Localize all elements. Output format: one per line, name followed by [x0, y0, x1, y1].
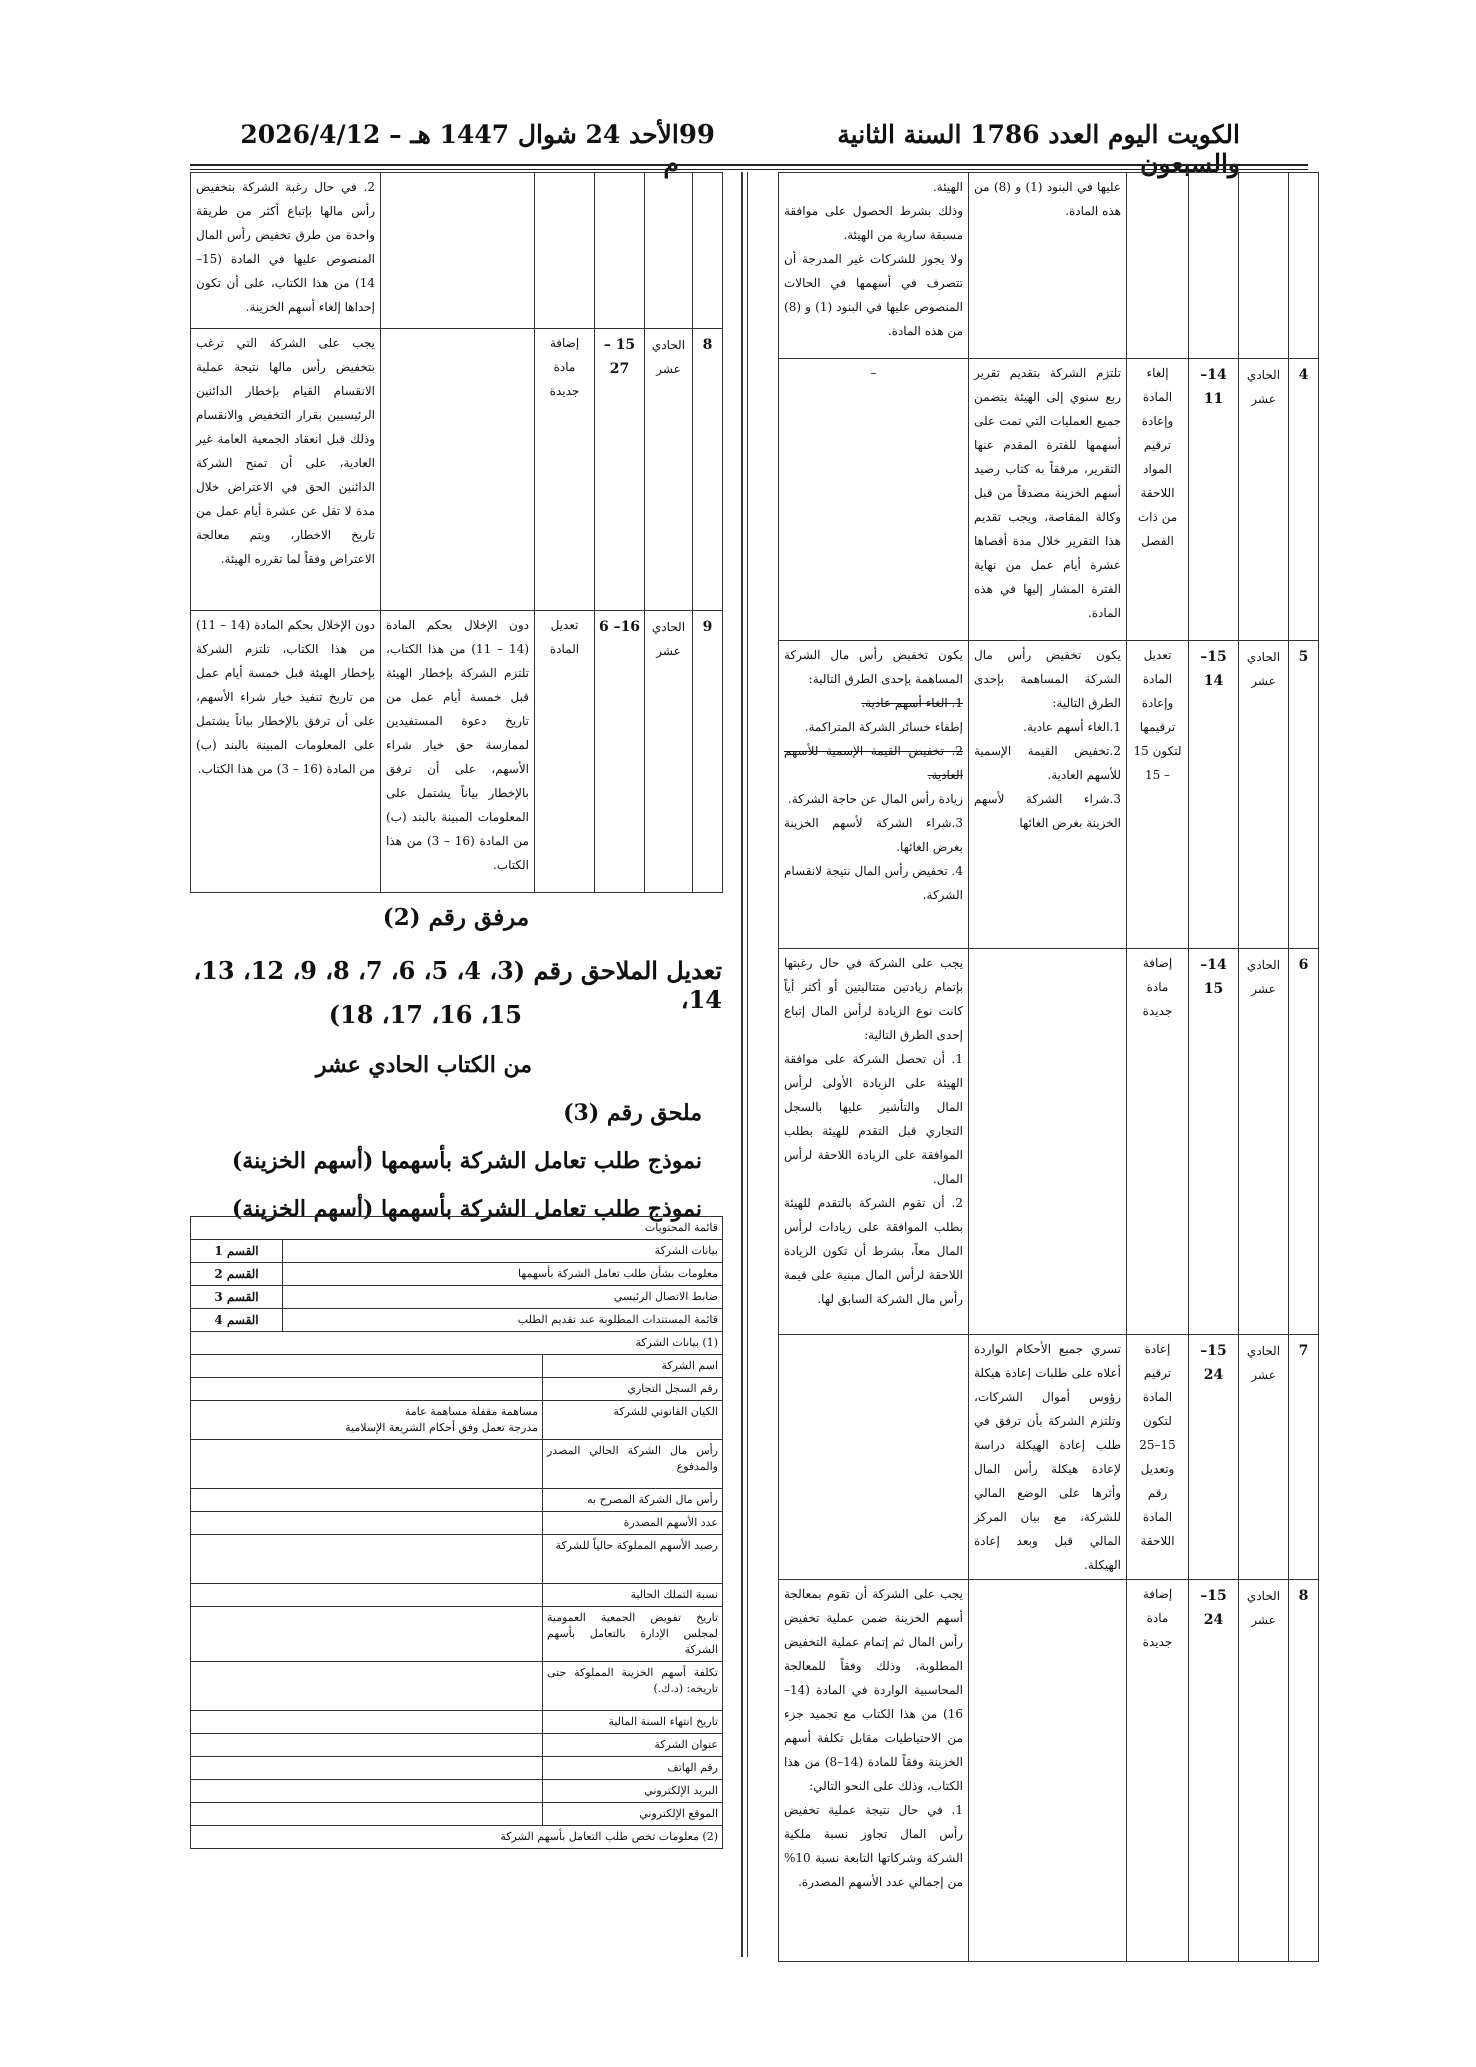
old-item: زيادة رأس المال عن حاجة الشركة.: [787, 792, 963, 806]
field-label: رأس مال الشركة الحالي المصدر والمدفوع: [543, 1440, 723, 1489]
field-value[interactable]: [191, 1803, 543, 1826]
book-cell: الحادي عشر: [645, 611, 693, 893]
article-cell: 15 –27: [595, 329, 645, 611]
article-cell: 14– 11: [1189, 359, 1239, 641]
amendment-heading: تعديل الملاحق رقم (3، 4، 5، 6، 7، 8، 9، 12، 13، 14،: [193, 956, 722, 1014]
old-text-cell: دون الإخلال بحكم المادة (14 – 11) من هذا الكتاب، تلتزم الشركة بإخطار الهيئة قبل خمسة أيام عمل من تاريخ تنفيذ خيار شراء الأسهم، على أن ترفق بالإخطار بياناً يشتمل على المعلومات المبينة بالبند (ب) من المادة (16 – 3) من هذا الكتاب.: [191, 611, 381, 893]
action-cell: إلغاء المادة وإعادة ترقيم المواد اللاحقة من ذات الفصل: [1127, 359, 1189, 641]
book-cell: الحادي عشر: [645, 329, 693, 611]
old-item-struck: 2. تخفيض القيمة الإسمية للأسهم العادية.: [784, 744, 963, 782]
table-row: [191, 1263, 723, 1286]
field-value[interactable]: [191, 1584, 543, 1607]
section-label: القسم 4: [191, 1309, 283, 1332]
old-item-struck: 1. الغاء أسهم عادية.: [861, 696, 963, 710]
table-row: [191, 1332, 723, 1355]
form-field-row: [191, 1378, 723, 1401]
field-label: الموقع الإلكتروني: [543, 1803, 723, 1826]
table-row: [191, 1309, 723, 1332]
new-text-cell: [969, 1580, 1127, 1962]
old-text-cell: يجب على الشركة في حال رغبتها بإتمام زيادتين متتاليتين أو أكثر أياً كانت نوع الزيادة لرأس المال إتباع إحدى الطرق التالية: 1. أن تحصل الشركة على موافقة الهيئة على الزيادة الأولى لرأس المال والتأشير عليها بالسجل التجاري قبل التقدم للهيئة بطلب الموافقة على الزيادة اللاحقة لرأس المال. 2. أن تقوم الشركة بالتقدم للهيئة بطلب الموافقة على زيادات لرأس المال معاً، بشرط أن تكون الزيادة اللاحقة لرأس المال مبنية على قيمة رأس مال الشركة السابق لها.: [779, 949, 969, 1335]
column-divider-thin: [747, 172, 748, 1957]
table-row: [191, 173, 723, 329]
article-cell: [1189, 173, 1239, 359]
form-field-row: [191, 1711, 723, 1734]
old-text-cell: [779, 641, 969, 949]
table-row: [191, 1240, 723, 1263]
form-field-row: [191, 1803, 723, 1826]
book-cell: الحادي عشر: [1239, 1335, 1289, 1580]
field-label: رقم الهاتف: [543, 1757, 723, 1780]
row-number: 6: [1289, 949, 1319, 1335]
form-field-row: [191, 1512, 723, 1535]
contents-title: قائمة المحتويات: [191, 1217, 723, 1240]
old-item: 4. تخفيض رأس المال نتيجة لانقسام الشركة.: [784, 864, 963, 902]
section-text: معلومات بشأن طلب تعامل الشركة بأسهمها: [283, 1263, 723, 1286]
old-text-cell: [779, 1335, 969, 1580]
old-text-cell: يجب على الشركة أن تقوم بمعالجة أسهم الخزينة ضمن عملية تخفيض رأس المال ثم إتمام عملية التخفيض المطلوبة، وذلك وفقاً للمعالجة المحاسبية الواردة في المادة (14–16) من هذا الكتاب مع تجميد جزء من الاحتياطيات مقابل تكلفة أسهم الخزينة وفقاً للمادة (14–8) من هذا الكتاب، وذلك على النحو التالي: 1. في حال نتيجة عملية تخفيض رأس المال تجاوز نسبة ملكية الشركة وشركاتها التابعة نسبة 10% من إجمالي عدد الأسهم المصدرة.: [779, 1580, 969, 1962]
table-row: [779, 359, 1319, 641]
old-item: إطفاء خسائر الشركة المتراكمة.: [804, 720, 963, 734]
row-number: [693, 173, 723, 329]
field-value[interactable]: [191, 1734, 543, 1757]
field-value[interactable]: [191, 1535, 543, 1584]
page-number: 99: [678, 120, 716, 150]
amendments-table-left: [190, 172, 723, 893]
old-item: 3.شراء الشركة لأسهم الخزينة بغرض الغائها.: [784, 816, 963, 854]
old-text-intro: يكون تخفيض رأس مال الشركة المساهمة بإحدى الطرق التالية:: [784, 648, 963, 686]
form-title-repeat: نموذج طلب تعامل الشركة بأسهمها (أسهم الخزينة): [231, 1196, 702, 1222]
field-value[interactable]: [191, 1711, 543, 1734]
row-number: 9: [693, 611, 723, 893]
form-field-row: [191, 1489, 723, 1512]
book-cell: الحادي عشر: [1239, 1580, 1289, 1962]
form-field-row: [191, 1584, 723, 1607]
old-text-cell: يجب على الشركة التي ترغب بتخفيض رأس مالها نتيجة عملية الانقسام القيام بإخطار الدائنين الرئيسيين بقرار التخفيض والانقسام وذلك قبل انعقاد الجمعية العامة غير العادية، على أن تمنح الشركة الدائنين الحق في الاعتراض خلال مدة لا تقل عن عشرة أيام عمل من تاريخ الاخطار، ويتم معالجة الاعتراض وفقاً لما تقرره الهيئة.: [191, 329, 381, 611]
row-number: 4: [1289, 359, 1319, 641]
field-label: البريد الإلكتروني: [543, 1780, 723, 1803]
table-row: [779, 173, 1319, 359]
field-label: رقم السجل التجاري: [543, 1378, 723, 1401]
amendment-heading-cont: 15، 16، 17، 18): [328, 1000, 522, 1029]
article-cell: 16– 6: [595, 611, 645, 893]
new-text-cell: يكون تخفيض رأس مال الشركة المساهمة بإحدى الطرق التالية: 1.الغاء أسهم عادية. 2.تخفيض القيمة الإسمية للأسهم العادية. 3.شراء الشركة لأسهم الخزينة بغرض الغائها: [969, 641, 1127, 949]
field-value[interactable]: [191, 1489, 543, 1512]
table-row: [779, 1335, 1319, 1580]
new-text-cell: دون الإخلال بحكم المادة (14 – 11) من هذا الكتاب، تلتزم الشركة بإخطار الهيئة قبل خمسة أيام عمل من تاريخ دعوة المستفيدين لممارسة حق خيار شراء الأسهم، على أن ترفق بالإخطار بياناً يشتمل على المعلومات المبينة بالبند (ب) من المادة (16 – 3) من هذا الكتاب.: [381, 611, 535, 893]
new-text-cell: [381, 329, 535, 611]
legal-entity-options[interactable]: مساهمة مقفلة مساهمة عامة مدرجة تعمل وفق أحكام الشريعة الإسلامية: [191, 1401, 543, 1440]
table-row: [191, 611, 723, 893]
new-text-cell: [381, 173, 535, 329]
form-field-row: [191, 1780, 723, 1803]
table-row: [191, 1826, 723, 1849]
table-row: [191, 329, 723, 611]
row-number: 7: [1289, 1335, 1319, 1580]
old-text-cell: 2. في حال رغبة الشركة بتخفيض رأس مالها بإتباع أكثر من طريقة واحدة من طرق تخفيض رأس المال المنصوص عليها في المادة (15– 14) من هذا الكتاب، على أن تكون إحداها إلغاء أسهم الخزينة.: [191, 173, 381, 329]
form-field-row: [191, 1607, 723, 1662]
field-value[interactable]: [191, 1757, 543, 1780]
book-cell: الحادي عشر: [1239, 359, 1289, 641]
field-value[interactable]: [191, 1512, 543, 1535]
book-heading: من الكتاب الحادي عشر: [315, 1052, 532, 1078]
appendix-heading: ملحق رقم (3): [563, 1100, 702, 1126]
form-table: [190, 1216, 723, 1849]
section-label: القسم 3: [191, 1286, 283, 1309]
row-number: 5: [1289, 641, 1319, 949]
action-cell: تعديل المادة: [535, 611, 595, 893]
table-row: [779, 949, 1319, 1335]
field-value[interactable]: [191, 1378, 543, 1401]
field-label: الكيان القانوني للشركة: [543, 1401, 723, 1440]
field-label: رأس مال الشركة المصرح به: [543, 1489, 723, 1512]
action-cell: إضافة مادة جديدة: [535, 329, 595, 611]
article-cell: 15– 14: [1189, 641, 1239, 949]
book-cell: الحادي عشر: [1239, 949, 1289, 1335]
action-cell: إضافة مادة جديدة: [1127, 949, 1189, 1335]
form-field-row: [191, 1734, 723, 1757]
field-label: نسبة التملك الحالية: [543, 1584, 723, 1607]
action-cell: تعديل المادة وإعادة ترقيمها لتكون 15 – 15: [1127, 641, 1189, 949]
book-cell: [1239, 173, 1289, 359]
action-cell: إضافة مادة جديدة: [1127, 1580, 1189, 1962]
table-row: [779, 1580, 1319, 1962]
field-label: اسم الشركة: [543, 1355, 723, 1378]
table-row: [779, 641, 1319, 949]
section-label: القسم 2: [191, 1263, 283, 1286]
row-number: [1289, 173, 1319, 359]
old-text-cell: –: [779, 359, 969, 641]
table-row: [191, 1286, 723, 1309]
request-section-heading: (2) معلومات تخص طلب التعامل بأسهم الشركة: [191, 1826, 723, 1849]
field-value[interactable]: [191, 1440, 543, 1489]
article-cell: 14– 15: [1189, 949, 1239, 1335]
article-cell: 15– 24: [1189, 1580, 1239, 1962]
action-cell: إعادة ترقيم المادة لتكون 15–25 وتعديل رقم المادة اللاحقة: [1127, 1335, 1189, 1580]
book-cell: الحادي عشر: [1239, 641, 1289, 949]
field-label: تاريخ تفويض الجمعية العمومية لمجلس الإدارة بالتعامل بأسهم الشركة: [543, 1607, 723, 1662]
action-cell: [535, 173, 595, 329]
form-field-row: [191, 1535, 723, 1584]
header-date: الأحد 24 شوال 1447 هـ – 2026/4/12 م: [240, 120, 679, 178]
new-text-cell: تسري جميع الأحكام الواردة أعلاه على طلبات إعادة هيكلة رؤوس أموال الشركات، وتلتزم الشركة بأن ترفق في طلب إعادة الهيكلة دراسة لإعادة هيكلة رأس المال وأثرها على الوضع المالي للشركة، مع بيان المركز المالي قبل وبعد إعادة الهيكلة.: [969, 1335, 1127, 1580]
table-row: [191, 1217, 723, 1240]
page-header: [240, 120, 1240, 178]
field-value[interactable]: [191, 1355, 543, 1378]
field-label: تاريخ انتهاء السنة المالية: [543, 1711, 723, 1734]
field-label: رصيد الأسهم المملوكة حالياً للشركة: [543, 1535, 723, 1584]
new-text-cell: [969, 949, 1127, 1335]
annex-title: مرفق رقم (2): [382, 904, 530, 931]
row-number: 8: [1289, 1580, 1319, 1962]
book-cell: [645, 173, 693, 329]
section-text: بيانات الشركة: [283, 1240, 723, 1263]
amendments-table-right: [778, 172, 1319, 1962]
section-label: القسم 1: [191, 1240, 283, 1263]
field-label: تكلفة أسهم الخزينة المملوكة حتى تاريخه: (د.ك.): [543, 1662, 723, 1711]
article-cell: 15– 24: [1189, 1335, 1239, 1580]
field-label: عدد الأسهم المصدرة: [543, 1512, 723, 1535]
new-text-cell: تلتزم الشركة بتقديم تقرير ربع سنوي إلى الهيئة يتضمن جميع العمليات التي تمت على أسهمها للفترة المقدم عنها التقرير، مرفقاً به كتاب رصيد أسهم الخزينة مصدقاً من قبل وكالة المقاصة، ويجب تقديم هذا التقرير خلال مدة أقصاها عشرة أيام عمل من نهاية الفترة المشار إليها في هذه المادة.: [969, 359, 1127, 641]
form-field-row: [191, 1401, 723, 1440]
row-number: 8: [693, 329, 723, 611]
field-value[interactable]: [191, 1662, 543, 1711]
action-cell: [1127, 173, 1189, 359]
form-title: نموذج طلب تعامل الشركة بأسهمها (أسهم الخزينة): [231, 1148, 702, 1174]
form-field-row: [191, 1757, 723, 1780]
field-label: عنوان الشركة: [543, 1734, 723, 1757]
form-field-row: [191, 1355, 723, 1378]
field-value[interactable]: [191, 1780, 543, 1803]
form-field-row: [191, 1440, 723, 1489]
old-text-cell: الهيئة. وذلك بشرط الحصول على موافقة مسبقة سارية من الهيئة. ولا يجوز للشركات غير المدرجة أن تتصرف في أسهمها في الحالات المنصوص عليها في البنود (1) و (8) من هذه المادة.: [779, 173, 969, 359]
company-section-heading: (1) بيانات الشركة: [191, 1332, 723, 1355]
header-rule: [190, 164, 1308, 166]
section-text: قائمة المستندات المطلوبة عند تقديم الطلب: [283, 1309, 723, 1332]
column-divider: [741, 172, 743, 1957]
section-text: ضابط الاتصال الرئيسي: [283, 1286, 723, 1309]
form-field-row: [191, 1662, 723, 1711]
header-issue: الكويت اليوم العدد 1786 السنة الثانية والسبعون: [837, 120, 1240, 178]
new-text-cell: عليها في البنود (1) و (8) من هذه المادة.: [969, 173, 1127, 359]
field-value[interactable]: [191, 1607, 543, 1662]
header-rule-thin: [190, 169, 1308, 170]
article-cell: [595, 173, 645, 329]
